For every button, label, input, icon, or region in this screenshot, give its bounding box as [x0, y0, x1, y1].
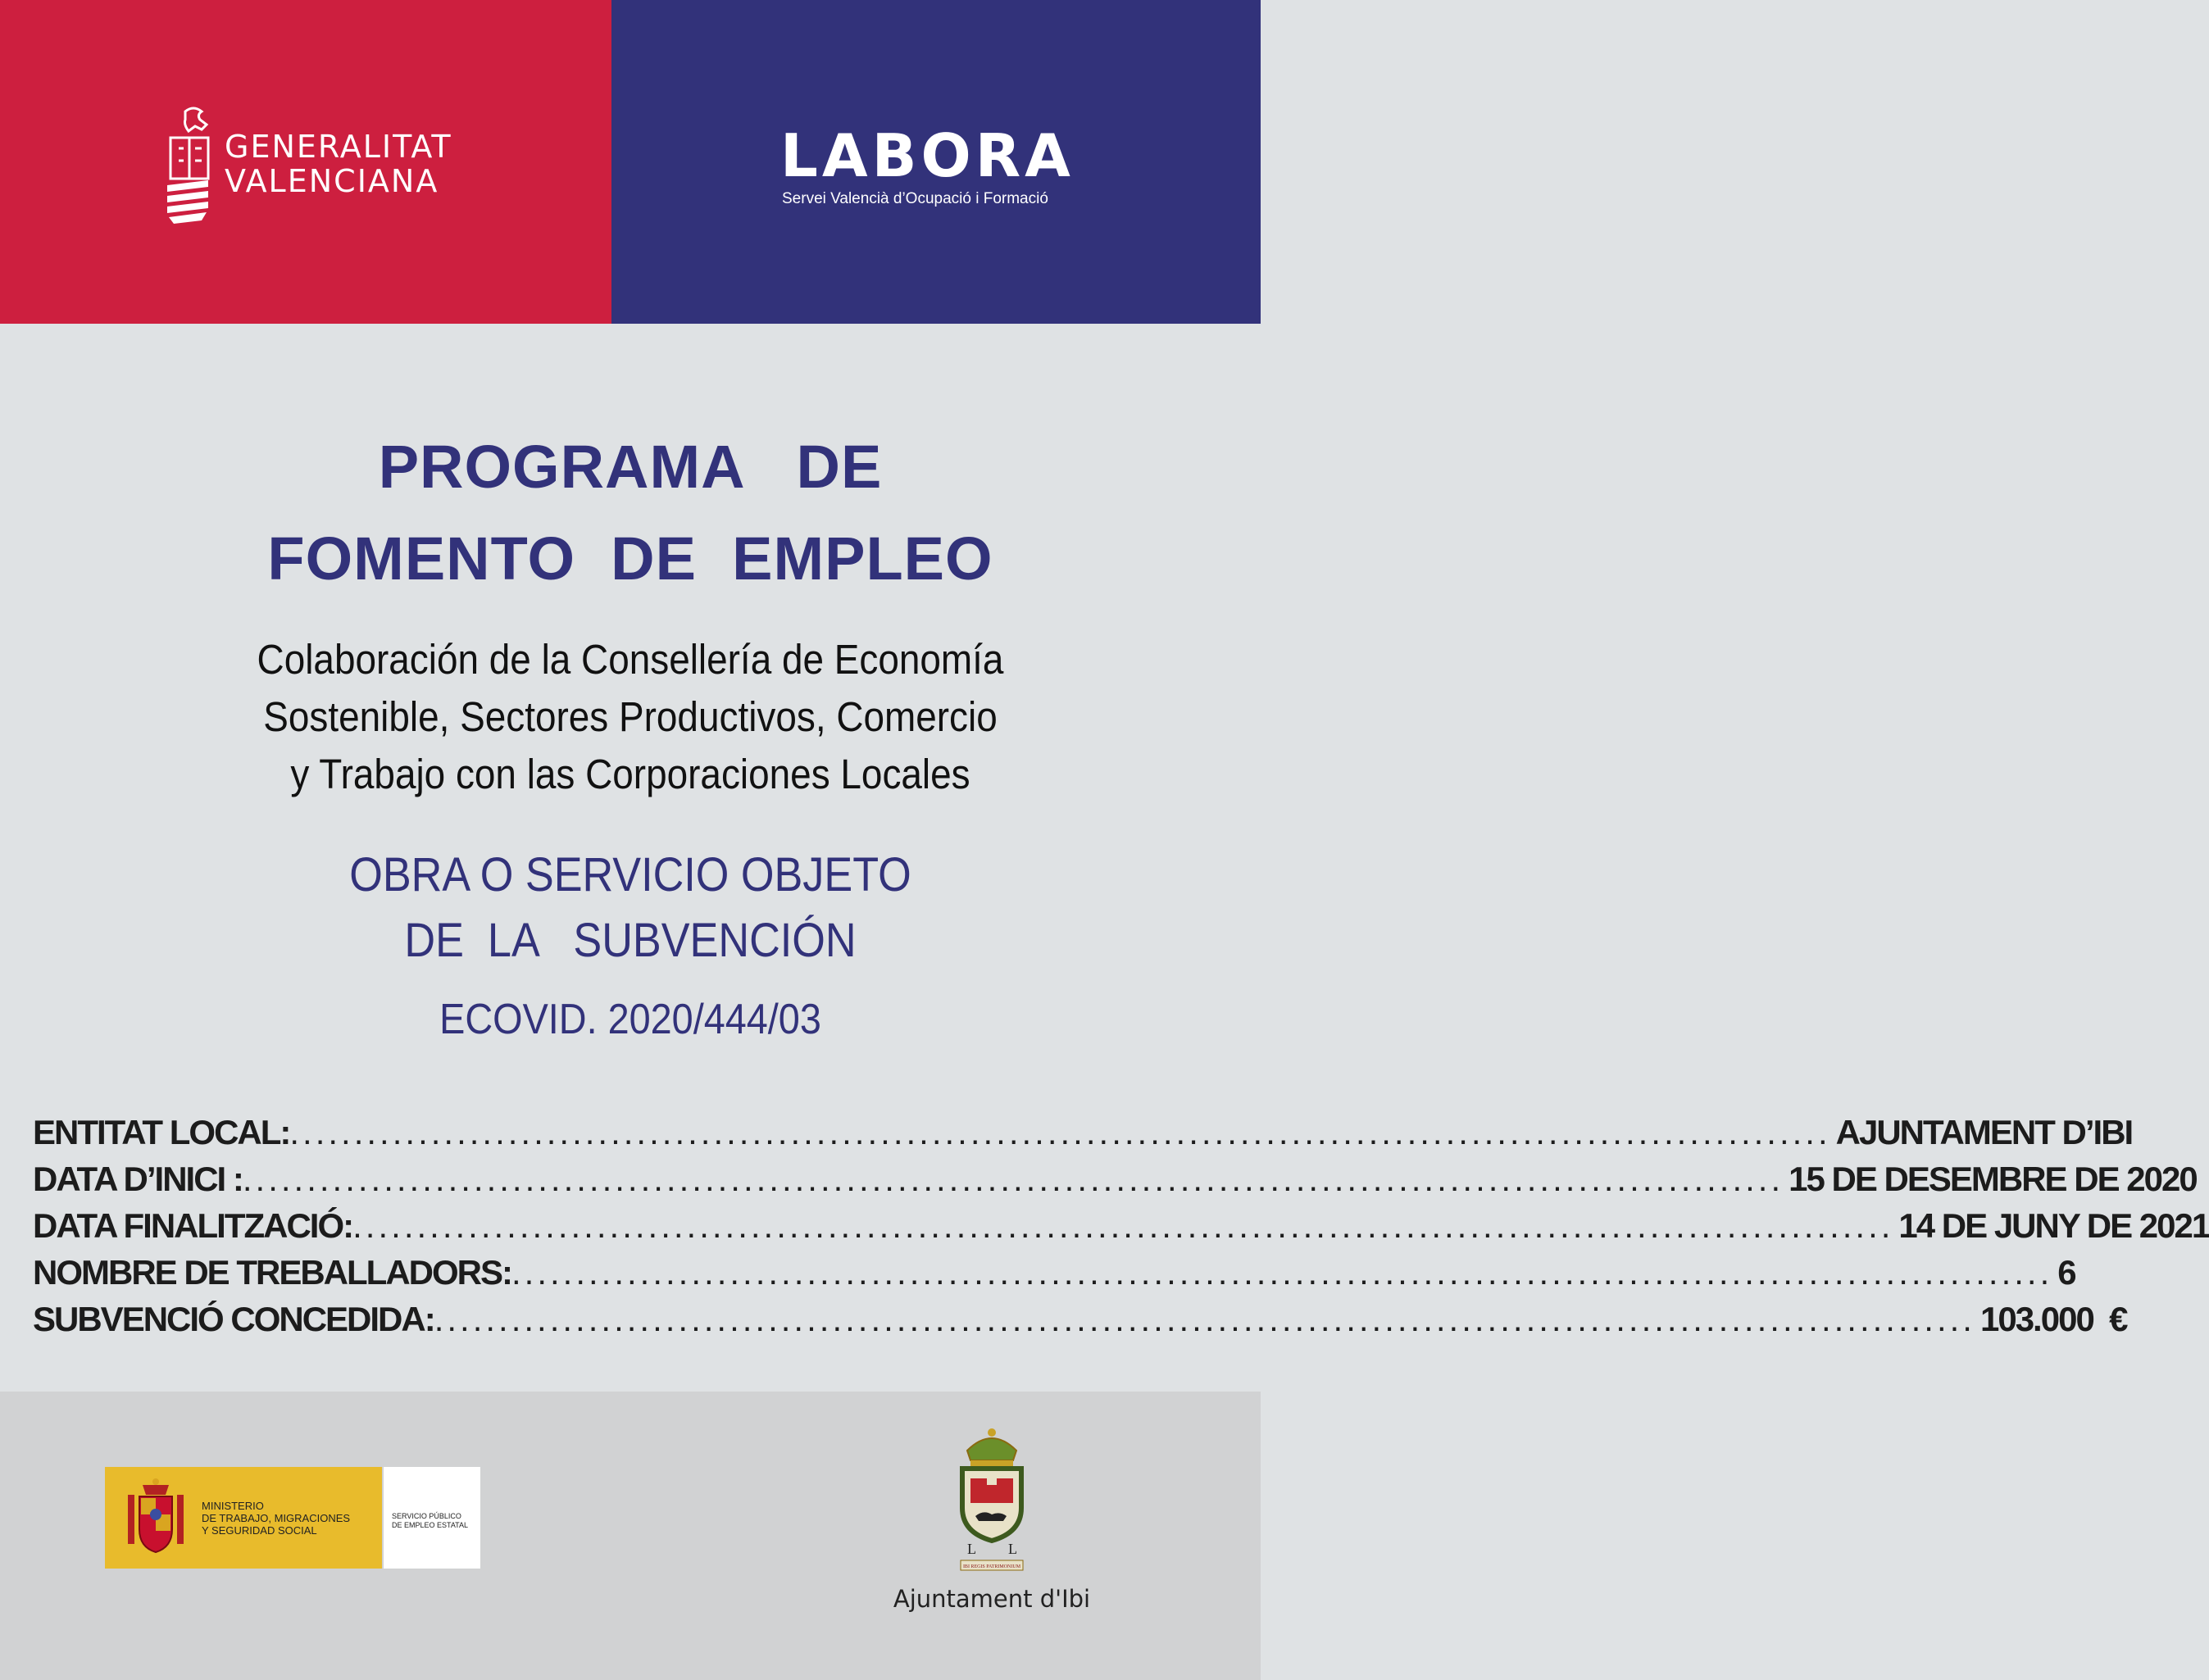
detail-label: DATA D’INICI :: [33, 1160, 243, 1198]
detail-value: AJUNTAMENT D’IBI: [1835, 1113, 2133, 1151]
sepe-line1: SERVICIO PÚBLICO: [392, 1512, 461, 1520]
object-heading-line2: DE LA SUBVENCIÓN: [404, 914, 857, 967]
details-list: [33, 1113, 2209, 1346]
collaboration-line1: Colaboración de la Consellería de Economía: [257, 636, 1004, 683]
collaboration-line2: Sostenible, Sectores Productivos, Comercio: [263, 693, 998, 740]
detail-value: 15 DE DESEMBRE DE 2020: [1789, 1160, 2197, 1198]
spain-coat-of-arms-icon: [123, 1475, 189, 1560]
ibi-letter-right: L: [1008, 1541, 1017, 1557]
dot-leader: ........................................................................................................................: [352, 1206, 1894, 1245]
detail-label: DATA FINALITZACIÓ:: [33, 1206, 353, 1245]
program-title-line1: PROGRAMA DE: [378, 433, 883, 501]
sepe-line2: DE EMPLEO ESTATAL: [392, 1521, 469, 1529]
dot-leader: ........................................................................................................................: [289, 1113, 1831, 1151]
program-title-line2: FOMENTO DE EMPLEO: [267, 524, 993, 593]
ajuntament-ibi-name: Ajuntament d'Ibi: [893, 1585, 1091, 1613]
generalitat-line1: GENERALITAT: [225, 129, 452, 165]
detail-value: 6: [2057, 1253, 2075, 1292]
ibi-letter-left: L: [967, 1541, 976, 1557]
dot-leader: ........................................................................................................................: [242, 1160, 1784, 1198]
ibi-coat-of-arms-icon: [951, 1426, 1033, 1575]
detail-value: 14 DE JUNY DE 2021: [1898, 1206, 2209, 1245]
detail-label: NOMBRE DE TREBALLADORS:: [33, 1253, 511, 1292]
collaboration-line3: y Trabajo con las Corporaciones Locales: [290, 751, 970, 797]
labora-title: LABORA: [780, 121, 1075, 190]
labora-subtitle: Servei Valencià d’Ocupació i Formació: [782, 190, 1048, 207]
detail-value: 103.000 €: [1979, 1300, 2127, 1338]
ministerio-line3: Y SEGURIDAD SOCIAL: [202, 1524, 317, 1537]
subsidy-code: ECOVID. 2020/444/03: [439, 996, 821, 1043]
collaboration-text: [63, 631, 1198, 803]
detail-row-end-date: [33, 1206, 2209, 1253]
ministerio-line2: DE TRABAJO, MIGRACIONES: [202, 1512, 351, 1524]
detail-label: ENTITAT LOCAL:: [33, 1113, 290, 1151]
header: [0, 0, 1261, 324]
detail-row-entity: [33, 1113, 2133, 1160]
ministerio-text: [202, 1500, 350, 1537]
detail-label: SUBVENCIÓ CONCEDIDA:: [33, 1300, 434, 1338]
sepe-text: [392, 1512, 468, 1530]
generalitat-line2: VALENCIANA: [225, 163, 439, 199]
detail-row-start-date: [33, 1160, 2197, 1206]
object-heading-line1: OBRA O SERVICIO OBJETO: [349, 848, 911, 901]
generalitat-wordmark: [225, 129, 452, 198]
detail-row-workers: [33, 1253, 2075, 1300]
dot-leader: ........................................................................................................................: [434, 1300, 1975, 1338]
ibi-motto: IBI REGIS PATRIMONIUM: [962, 1564, 1021, 1569]
dot-leader: ........................................................................................................................: [511, 1253, 2053, 1292]
detail-row-subsidy: [33, 1300, 2127, 1346]
ministerio-line1: MINISTERIO: [202, 1500, 264, 1512]
